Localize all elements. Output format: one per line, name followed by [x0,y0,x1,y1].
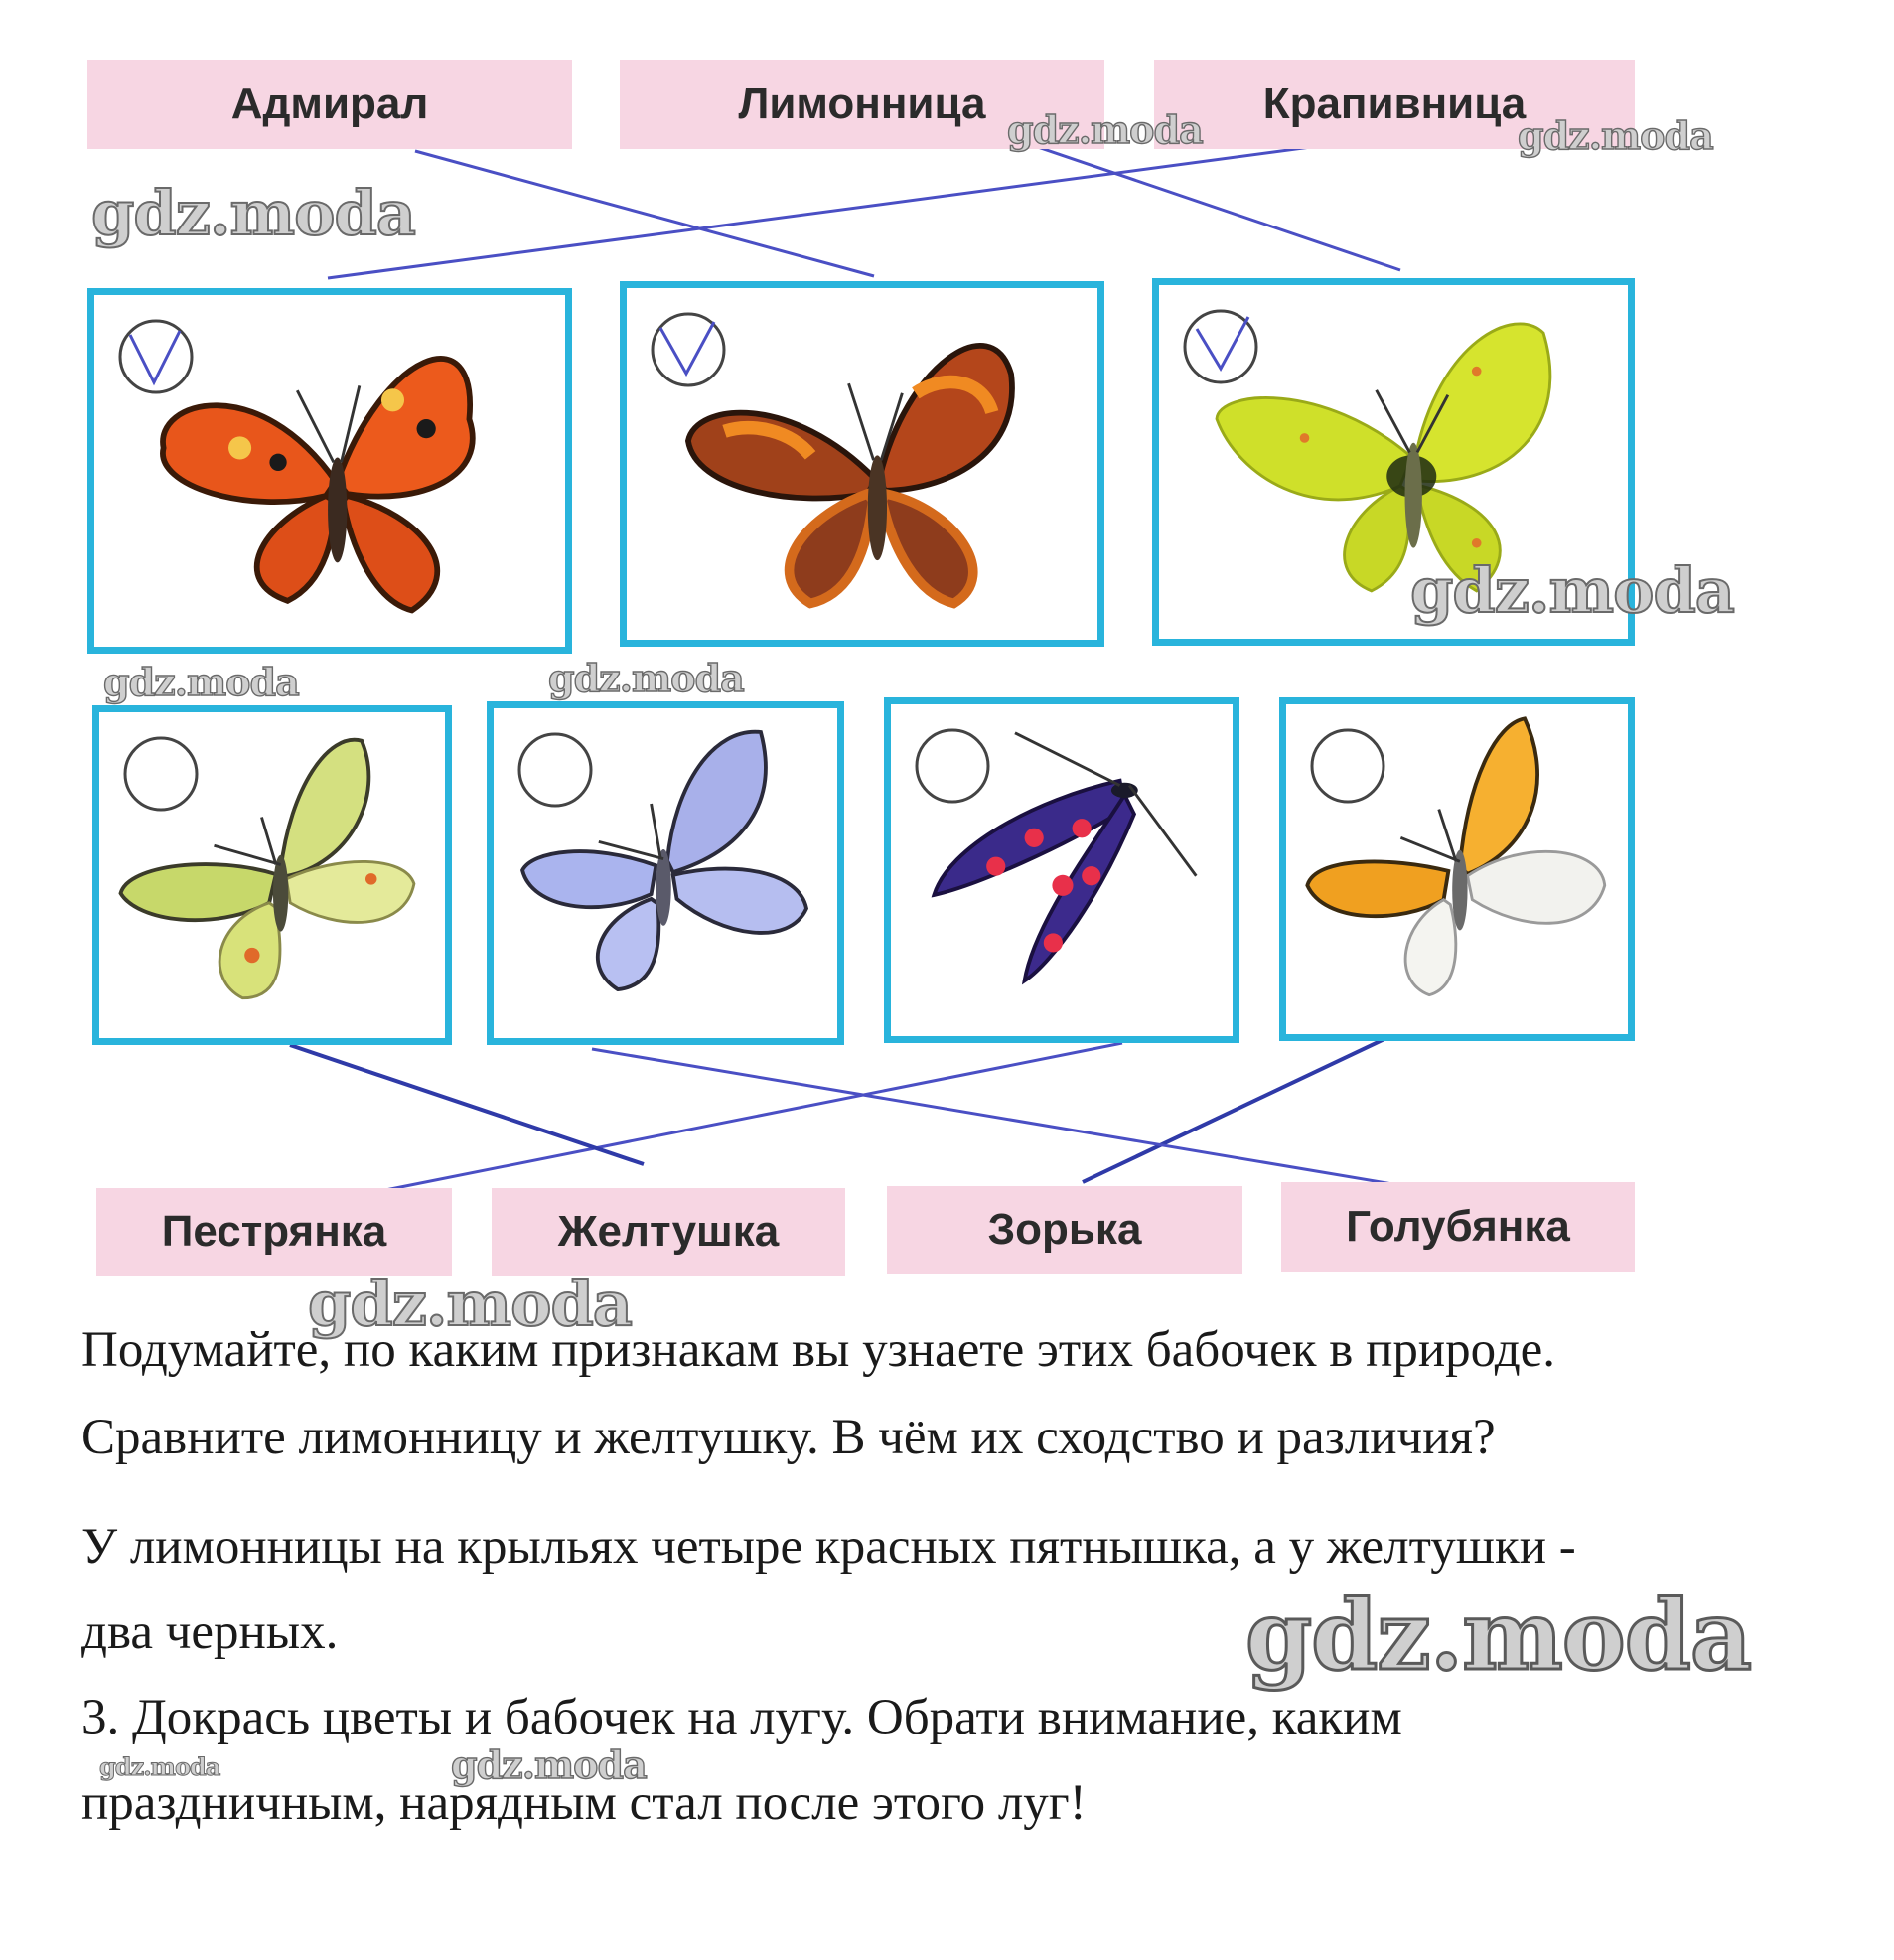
label-admiral[interactable]: Адмирал [87,60,572,149]
watermark: gdz.moda [308,1268,632,1340]
watermark: gdz.moda [548,656,744,700]
watermark: gdz.moda [1007,107,1203,152]
watermark: gdz.moda [451,1742,647,1787]
watermark: gdz.moda [99,1752,220,1781]
label-zheltushka[interactable]: Желтушка [492,1188,845,1276]
watermark: gdz.moda [1518,113,1713,158]
clouded-yellow-butterfly-image [99,712,445,1038]
task-line-1: 3. Докрась цветы и бабочек на лугу. Обрати внимание, каким [81,1690,1402,1745]
task-line-2: праздничным, нарядным стал после этого луг! [81,1775,1087,1831]
common-blue-butterfly-image [494,708,837,1038]
answer-line-2: два черных. [81,1604,339,1660]
label-zorka[interactable]: Зорька [887,1186,1242,1274]
watermark: gdz.moda [103,660,299,704]
watermark: gdz.moda [1245,1580,1752,1692]
card-admiral[interactable] [620,281,1104,647]
answer-line-1: У лимонницы на крыльях четыре красных пятнышка, а у желтушки - [81,1519,1576,1575]
orange-tip-butterfly-image [1286,704,1628,1034]
card-burnet-moth[interactable] [884,697,1239,1043]
watermark: gdz.moda [1410,554,1734,627]
card-tortoiseshell[interactable] [87,288,572,654]
label-pestryanka[interactable]: Пестрянка [96,1188,452,1276]
question-line-1: Подумайте, по каким признакам вы узнаете этих бабочек в природе. [81,1322,1556,1378]
label-krapivnitsa[interactable]: Крапивница [1154,60,1635,149]
label-golubyanka[interactable]: Голубянка [1281,1182,1635,1272]
line-golubyanka [592,1049,1428,1190]
card-orange-tip[interactable] [1279,697,1635,1041]
tortoiseshell-butterfly-image [94,295,565,647]
question-line-2: Сравните лимонницу и желтушку. В чём их сходство и различия? [81,1410,1496,1465]
line-pestryanka [316,1043,1122,1204]
card-common-blue[interactable] [487,701,844,1045]
line-zheltushka [290,1045,644,1164]
burnet-moth-image [891,704,1233,1036]
label-limonnitsa[interactable]: Лимонница [620,60,1104,149]
watermark: gdz.moda [91,177,415,249]
red-admiral-butterfly-image [627,288,1097,640]
card-clouded-yellow[interactable] [92,705,452,1045]
line-zorka [1083,1037,1388,1182]
